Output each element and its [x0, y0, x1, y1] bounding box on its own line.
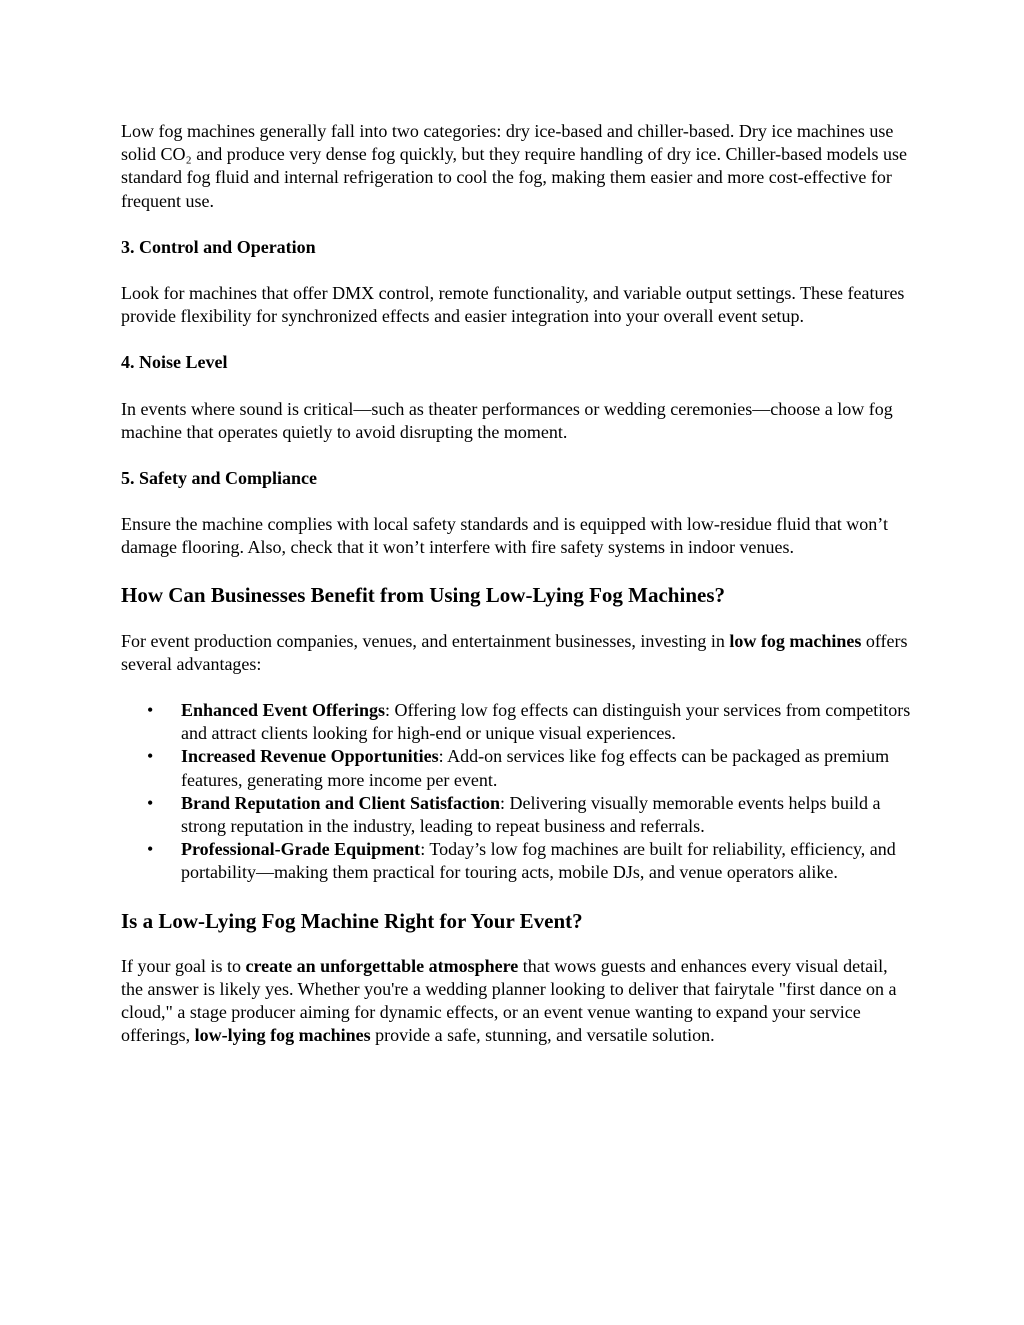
section-heading-noise: 4. Noise Level	[121, 352, 228, 373]
benefits-list	[121, 699, 911, 885]
document-page	[121, 120, 911, 1047]
list-item-text: : Delivering visually memorable events helps build a strong reputation in the industry, leading to repeat business and referrals.	[181, 792, 881, 837]
bullet-icon: •	[147, 792, 154, 813]
bullet-icon: •	[147, 746, 154, 767]
section-heading-safety: 5. Safety and Compliance	[121, 468, 318, 489]
section-body-safety: Ensure the machine complies with local safety standards and is equipped with low-residue fluid that won’t damage flooring. Also, check that it won’t interfere with fire safety systems in indoor venues.	[121, 514, 888, 558]
list-item-text: : Add-on services like fog effects can be packaged as premium features, generating more income per event.	[181, 746, 890, 790]
list-item-title: Brand Reputation and Client Satisfaction	[181, 792, 501, 813]
benefits-intro	[121, 630, 911, 676]
bullet-icon: •	[147, 700, 154, 721]
list-item	[121, 838, 911, 884]
list-item-title: Enhanced Event Offerings	[181, 700, 386, 721]
list-item	[121, 745, 911, 791]
conclusion-text-3: provide a safe, stunning, and versatile solution.	[370, 1025, 715, 1046]
list-item-title: Increased Revenue Opportunities	[181, 746, 439, 767]
benefits-heading: How Can Businesses Benefit from Using Low-Lying Fog Machines?	[121, 582, 725, 607]
conclusion-bold-2: low-lying fog machines	[194, 1025, 371, 1046]
section-body-noise: In events where sound is critical—such as theater performances or wedding ceremonies—choose a low fog machine that operates quietly to avoid disrupting the moment.	[121, 398, 893, 442]
list-item-text: : Offering low fog effects can distinguish your services from competitors and attract clients looking for high-end or unique visual experiences.	[181, 700, 911, 744]
intro-paragraph: Low fog machines generally fall into two categories: dry ice-based and chiller-based. Dry ice machines use solid CO₂ and produce very dense fog quickly, but they require handling of dry ice. Chiller-based models use standard fog fluid and internal refrigeration to cool the fog, making them easier and more cost-effective for frequent use.	[121, 121, 908, 211]
benefits-intro-text: For event production companies, venues, and entertainment businesses, investing in	[121, 630, 730, 651]
list-item	[121, 792, 911, 838]
conclusion-heading: Is a Low-Lying Fog Machine Right for Your Event?	[121, 908, 583, 933]
conclusion-paragraph	[121, 955, 911, 1048]
list-item-title: Professional-Grade Equipment	[181, 839, 421, 860]
section-body-control: Look for machines that offer DMX control, remote functionality, and variable output settings. These features provide flexibility for synchronized effects and easier integration into your overall event setup.	[121, 283, 905, 327]
conclusion-text-2: that wows guests and enhances every visual detail, the answer is likely yes. Whether you're a wedding planner looking to deliver that fairytale "first dance on a cloud," a stage producer aiming for dynamic effects, or an event venue wanting to expand your service offerings,	[121, 955, 897, 1046]
benefits-intro-bold: low fog machines	[729, 630, 862, 651]
benefits-intro-end: offers several advantages:	[121, 630, 908, 674]
list-item	[121, 699, 911, 745]
bullet-icon: •	[147, 839, 154, 860]
section-heading-control: 3. Control and Operation	[121, 236, 316, 257]
list-item-text: : Today’s low fog machines are built for reliability, efficiency, and portability—making them practical for touring acts, mobile DJs, and venue operators alike.	[181, 839, 896, 883]
conclusion-text-1: If your goal is to	[121, 955, 246, 976]
conclusion-bold-1: create an unforgettable atmosphere	[245, 955, 519, 976]
